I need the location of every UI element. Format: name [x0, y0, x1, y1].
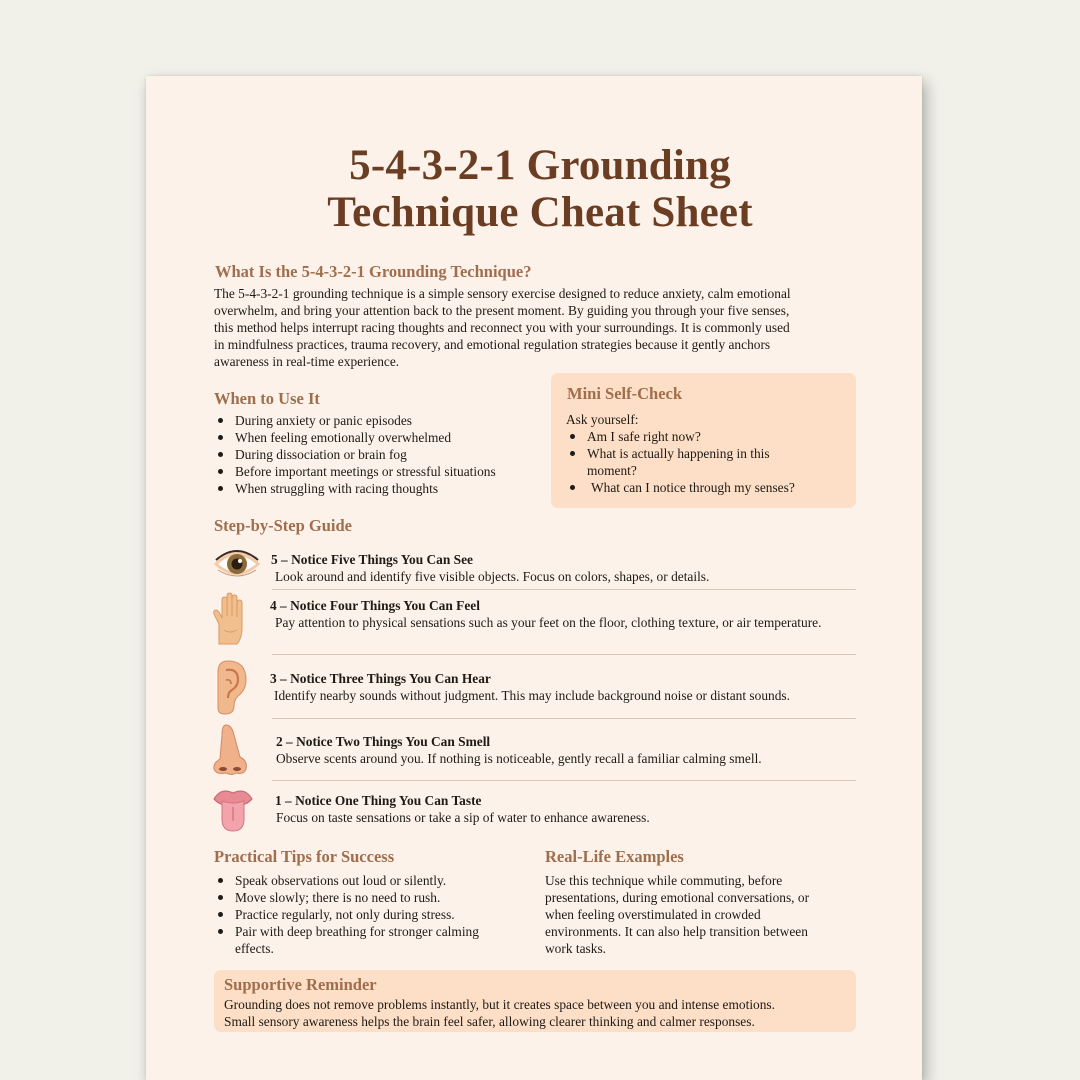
intro-line: The 5-4-3-2-1 grounding technique is a simple sensory exercise designed to reduce anxiety, calm emotional — [214, 286, 791, 301]
step-description: Identify nearby sounds without judgment. This may include background noise or distant sounds. — [274, 688, 790, 703]
reminder-heading: Supportive Reminder — [224, 975, 377, 994]
step-title: 2 – Notice Two Things You Can Smell — [276, 734, 491, 749]
self-check-list — [566, 428, 816, 496]
page-title — [0, 142, 1080, 236]
list-item: When struggling with racing thoughts — [214, 480, 544, 497]
self-check-intro: Ask yourself: — [566, 412, 639, 427]
list-item: During anxiety or panic episodes — [214, 412, 544, 429]
list-item: Move slowly; there is no need to rush. — [214, 889, 514, 906]
self-check-heading: Mini Self-Check — [567, 384, 683, 403]
hand-icon — [210, 592, 250, 650]
nose-icon — [210, 723, 250, 777]
examples-line: presentations, during emotional conversations, or — [545, 890, 810, 905]
examples-line: when feeling overstimulated in crowded — [545, 907, 761, 922]
when-to-use-heading: When to Use It — [214, 389, 320, 408]
intro-heading: What Is the 5-4-3-2-1 Grounding Technique? — [215, 262, 532, 281]
step-taste — [206, 784, 856, 834]
step-see — [206, 543, 856, 591]
examples-line: Use this technique while commuting, before — [545, 873, 783, 888]
list-item: Before important meetings or stressful situations — [214, 463, 544, 480]
step-description: Focus on taste sensations or take a sip of water to enhance awareness. — [276, 810, 650, 825]
eye-icon — [212, 544, 262, 584]
divider — [272, 589, 856, 590]
list-item: When feeling emotionally overwhelmed — [214, 429, 544, 446]
when-to-use-list — [214, 412, 544, 497]
divider — [272, 780, 856, 781]
intro-line: overwhelm, and bring your attention back to the present moment. By guiding you through your five senses, — [214, 303, 790, 318]
list-item: During dissociation or brain fog — [214, 446, 544, 463]
examples-line: work tasks. — [545, 941, 606, 956]
step-hear — [206, 657, 856, 717]
step-description: Look around and identify five visible objects. Focus on colors, shapes, or details. — [275, 569, 710, 584]
step-title: 5 – Notice Five Things You Can See — [271, 552, 473, 567]
divider — [272, 718, 856, 719]
reminder-paragraph — [224, 996, 854, 1030]
step-title: 4 – Notice Four Things You Can Feel — [270, 598, 480, 613]
title-line-1: 5-4-3-2-1 Grounding — [349, 142, 731, 189]
list-item: What can I notice through my senses? — [566, 479, 816, 496]
list-item: Practice regularly, not only during stress. — [214, 906, 514, 923]
self-check-box — [551, 373, 856, 508]
step-description: Observe scents around you. If nothing is noticeable, gently recall a familiar calming smell. — [276, 751, 762, 766]
tips-heading: Practical Tips for Success — [214, 847, 395, 866]
reminder-line: Grounding does not remove problems instantly, but it creates space between you and intense emotions. — [224, 997, 775, 1012]
examples-heading: Real-Life Examples — [545, 847, 684, 866]
divider — [272, 654, 856, 655]
intro-line: in mindfulness practices, trauma recovery, and emotional regulation strategies because it gently anchors — [214, 337, 771, 352]
list-item: Pair with deep breathing for stronger calming effects. — [214, 923, 514, 957]
list-item: Speak observations out loud or silently. — [214, 872, 514, 889]
examples-line: environments. It can also help transition between — [545, 924, 808, 939]
step-title: 3 – Notice Three Things You Can Hear — [270, 671, 491, 686]
step-smell — [206, 721, 856, 779]
guide-heading: Step-by-Step Guide — [214, 516, 352, 535]
intro-line: awareness in real-time experience. — [214, 354, 400, 369]
list-item: Am I safe right now? — [566, 428, 816, 445]
examples-paragraph — [545, 872, 865, 957]
tips-list — [214, 872, 514, 957]
step-feel — [206, 592, 856, 654]
tongue-icon — [211, 785, 255, 833]
step-title: 1 – Notice One Thing You Can Taste — [275, 793, 482, 808]
list-item: What is actually happening in this moment? — [566, 445, 807, 479]
intro-paragraph — [214, 285, 874, 370]
reminder-box — [214, 970, 856, 1032]
step-description: Pay attention to physical sensations such as your feet on the floor, clothing texture, or air temperature. — [275, 615, 822, 630]
title-line-2: Technique Cheat Sheet — [327, 189, 753, 236]
reminder-line: Small sensory awareness helps the brain feel safer, allowing clearer thinking and calmer responses. — [224, 1014, 755, 1029]
intro-line: this method helps interrupt racing thoughts and reconnect you with your surroundings. It is commonly used — [214, 320, 790, 335]
ear-icon — [210, 658, 250, 716]
